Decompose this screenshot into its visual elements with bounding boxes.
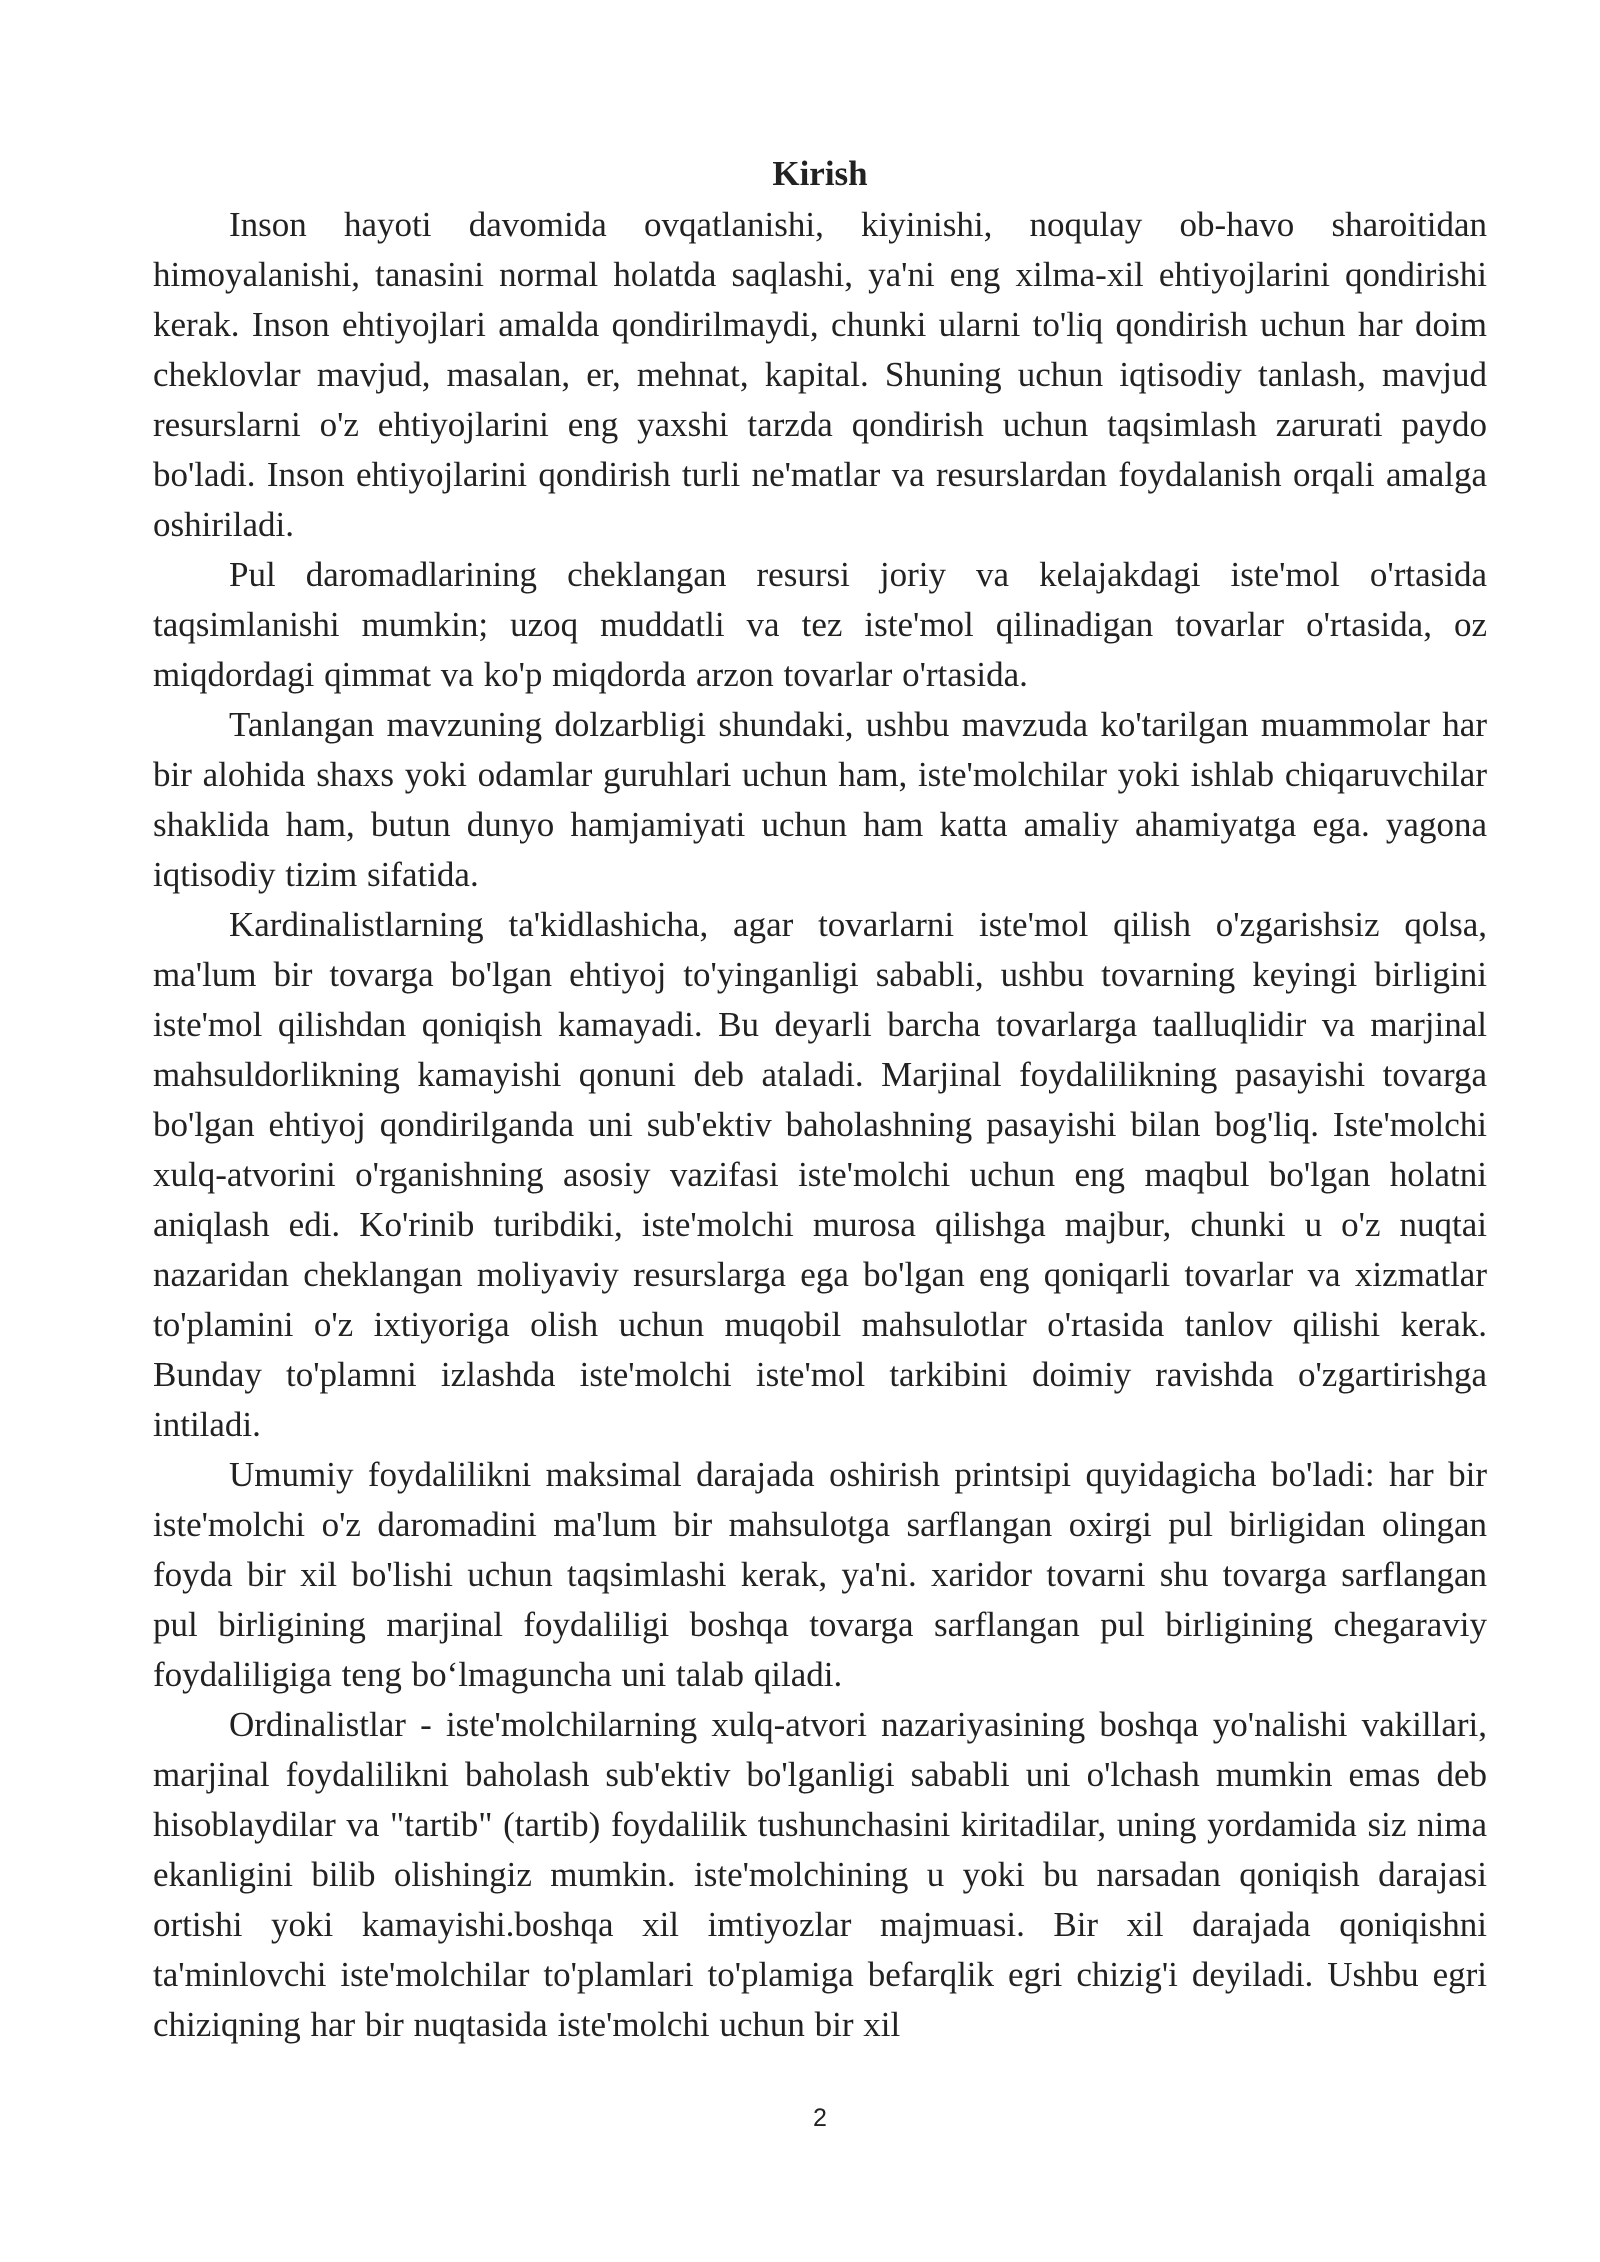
paragraph-3: Tanlangan mavzuning dolzarbligi shundaki, ushbu mavzuda ko'tarilgan muammolar har bir alohida shaxs yoki odamlar guruhlari uchun ham, iste'molchilar yoki ishlab chiqaruvchilar shaklida ham, butun dunyo hamjamiyati uchun ham katta amaliy ahamiyatga ega. yagona iqtisodiy tizim sifatida.	[153, 705, 1487, 894]
section-title: Kirish	[772, 154, 868, 193]
paragraph-2: Pul daromadlarining cheklangan resursi joriy va kelajakdagi iste'mol o'rtasida taqsimlanishi mumkin; uzoq muddatli va tez iste'mol qilinadigan tovarlar o'rtasida, oz miqdordagi qimmat va ko'p miqdorda arzon tovarlar o'rtasida.	[153, 555, 1487, 694]
paragraph-6: Ordinalistlar - iste'molchilarning xulq-atvori nazariyasining boshqa yo'nalishi vakillari, marjinal foydalilikni baholash sub'ektiv bo'lganligi sababli uni o'lchash mumkin emas deb hisoblaydilar va "tartib" (tartib) foydalilik tushunchasini kiritadilar, uning yordamida siz nima ekanligini bilib olishingiz mumkin. iste'molchining u yoki bu narsadan qoniqish darajasi ortishi yoki kamayishi.boshqa xil imtiyozlar majmuasi. Bir xil darajada qoniqishni ta'minlovchi iste'molchilar to'plamlari to'plamiga befarqlik egri chizig'i deyiladi. Ushbu egri chiziqning har bir nuqtasida iste'molchi uchun bir xil	[153, 1705, 1487, 2044]
page-number: 2	[813, 2104, 827, 2132]
paragraph-5: Umumiy foydalilikni maksimal darajada oshirish printsipi quyidagicha bo'ladi: har bir iste'molchi o'z daromadini ma'lum bir mahsulotga sarflangan oxirgi pul birligidan olingan foyda bir xil bo'lishi uchun taqsimlashi kerak, ya'ni. xaridor tovarni shu tovarga sarflangan pul birligining marjinal foydaliligi boshqa tovarga sarflangan pul birligining chegaraviy foydaliligiga teng bo‘lmaguncha uni talab qiladi.	[153, 1455, 1487, 1694]
paragraph-4: Kardinalistlarning ta'kidlashicha, agar tovarlarni iste'mol qilish o'zgarishsiz qolsa, ma'lum bir tovarga bo'lgan ehtiyoj to'yinganligi sababli, ushbu tovarning keyingi birligini iste'mol qilishdan qoniqish kamayadi. Bu deyarli barcha tovarlarga taalluqlidir va marjinal mahsuldorlikning kamayishi qonuni deb ataladi. Marjinal foydalilikning pasayishi tovarga bo'lgan ehtiyoj qondirilganda uni sub'ektiv baholashning pasayishi bilan bog'liq. Iste'molchi xulq-atvorini o'rganishning asosiy vazifasi iste'molchi uchun eng maqbul bo'lgan holatni aniqlash edi. Ko'rinib turibdiki, iste'molchi murosa qilishga majbur, chunki u o'z nuqtai nazaridan cheklangan moliyaviy resurslarga ega bo'lgan eng qoniqarli tovarlar va xizmatlar to'plamini o'z ixtiyoriga olish uchun muqobil mahsulotlar o'rtasida tanlov qilishi kerak. Bunday to'plamni izlashda iste'molchi iste'mol tarkibini doimiy ravishda o'zgartirishga intiladi.	[153, 905, 1487, 1444]
page-content	[153, 148, 1487, 2050]
paragraph-1: Inson hayoti davomida ovqatlanishi, kiyinishi, noqulay ob-havo sharoitidan himoyalanishi, tanasini normal holatda saqlashi, ya'ni eng xilma-xil ehtiyojlarini qondirishi kerak. Inson ehtiyojlari amalda qondirilmaydi, chunki ularni to'liq qondirish uchun har doim cheklovlar mavjud, masalan, er, mehnat, kapital. Shuning uchun iqtisodiy tanlash, mavjud resurslarni o'z ehtiyojlarini eng yaxshi tarzda qondirish uchun taqsimlash zarurati paydo bo'ladi. Inson ehtiyojlarini qondirish turli ne'matlar va resurslardan foydalanish orqali amalga oshiriladi.	[153, 205, 1487, 544]
